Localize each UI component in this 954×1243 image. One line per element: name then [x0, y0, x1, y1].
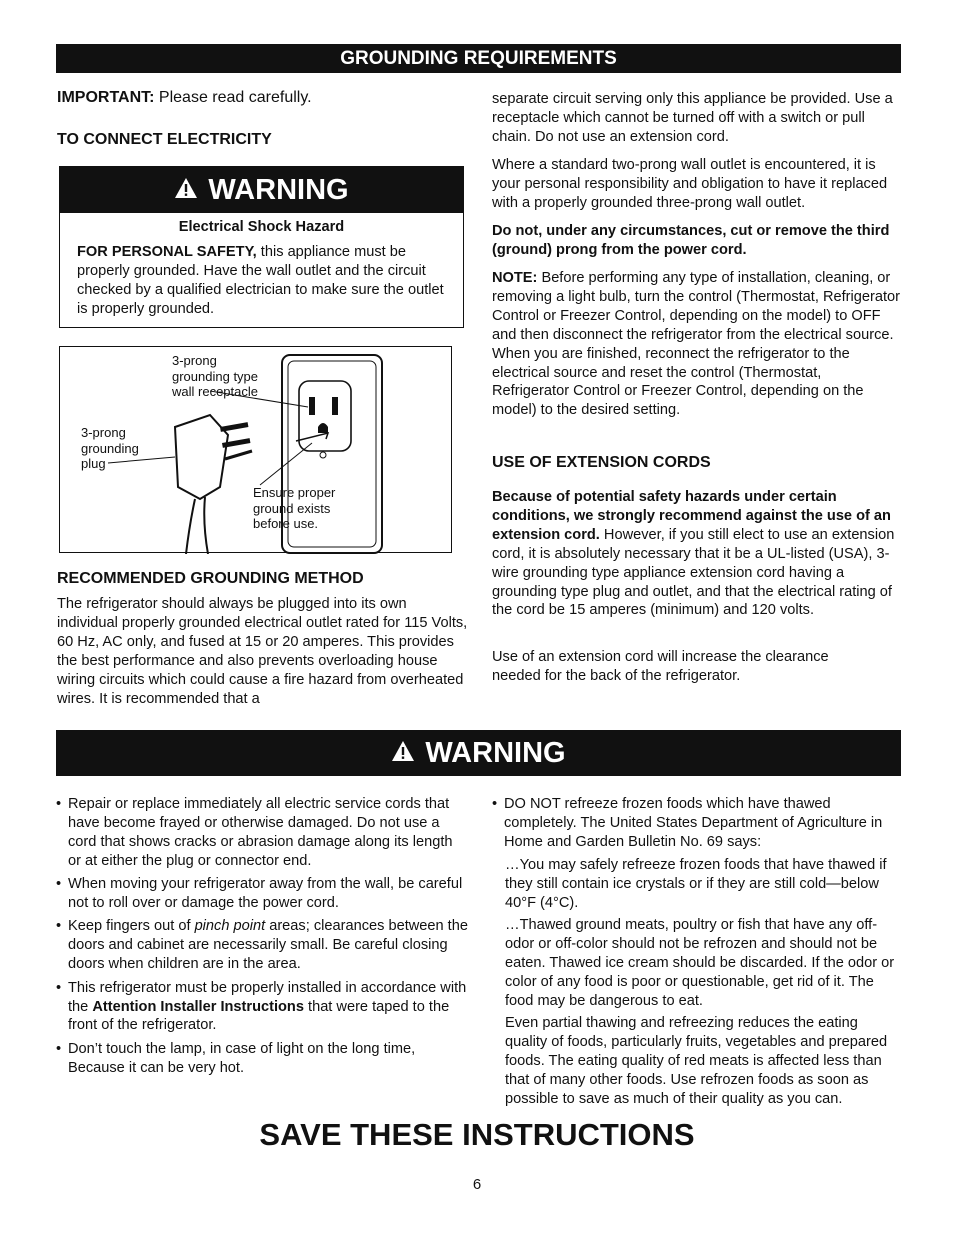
important-label: IMPORTANT: [57, 89, 155, 106]
extension-heading: USE OF EXTENSION CORDS [492, 454, 711, 471]
list-item: • When moving your refrigerator away from the wall, be careful not to roll over or damage the power cord. [56, 876, 463, 912]
extension-paragraph [492, 488, 904, 620]
note-paragraph [492, 269, 902, 420]
page-number: 6 [472, 1176, 482, 1193]
save-instructions-title: SAVE THESE INSTRUCTIONS [259, 1117, 695, 1152]
method-heading: RECOMMENDED GROUNDING METHOD [57, 570, 364, 587]
warning-box [59, 166, 464, 328]
grounding-diagram [59, 346, 452, 553]
receptacle-label: 3-prong grounding type wall receptacle [172, 353, 259, 400]
section-header-bar [56, 44, 901, 73]
circuit-paragraph: separate circuit serving only this appliance be provided. Use a receptacle which cannot be turned off with a switch or pull chain. Do not use an extension cord. [492, 91, 893, 145]
warning-bar-title: WARNING [425, 736, 566, 769]
list-item: • DO NOT refreeze frozen foods which have thawed completely. The United States Department of Agriculture in Home and Garden Bulletin No. 69 says: [492, 796, 883, 850]
method-text: The refrigerator should always be plugged into its own individual properly grounded electrical outlet rated for 115 Volts, 60 Hz, AC only, and fused at 15 or 20 amperes. This provides the best performance and also prevents overloading house wiring circuits which could cause a fire hazard from overheated wires. It is recommended that a [57, 596, 468, 707]
warning-triangle-icon [391, 737, 415, 770]
partial-thaw-quote: Even partial thawing and refreezing reduces the eating quality of foods, particularly fruits, vegetables and prepared foods. The eating quality of red meats is affected less than that of many other foods. Use refrozen foods as soon as possible to save as much of their quality as you can. [505, 1015, 888, 1108]
warning-title: WARNING [208, 173, 349, 206]
list-item: • This refrigerator must be properly installed in accordance with the Attention Installer Instructions that were taped to the front of the refrigerator. [56, 979, 467, 1034]
note-text: Before performing any type of installation, cleaning, or removing a light bulb, turn the control (Thermostat, Refrigerator Control or Freezer Control, depending on the model) to OFF and then disconnect the refrigerator from the electrical source. When you are finished, reconnect the refrigerator to the electrical source and reset the control (Thermostat, Refrigerator Control or Freezer Control, depending on the model) to the desired setting. [492, 270, 900, 419]
refreeze-quote: …You may safely refreeze frozen foods that have thawed if they still contain ice crystals or if they are still cold—below 40°F (4°C). [505, 857, 887, 912]
connect-heading: TO CONNECT ELECTRICITY [57, 131, 272, 148]
list-item: • Don’t touch the lamp, in case of light on the long time, Because it can be very hot. [56, 1040, 416, 1076]
safety-body: this appliance must be properly grounded. Have the wall outlet and the circuit checked by a qualified electrician to make sure the outlet is properly grounded. [77, 244, 444, 317]
extension-clearance-paragraph: Use of an extension cord will increase the clearance needed for the back of the refrigerator. [492, 649, 829, 684]
extension-bold: Because of potential safety hazards under certain conditions, we strongly recommend against the use of an extension cord. [492, 489, 891, 543]
two-prong-paragraph: Where a standard two-prong wall outlet is encountered, it is your personal responsibility and obligation to have it replaced with a properly grounded three-prong wall outlet. [492, 157, 888, 211]
list-item: • Keep fingers out of pinch point areas; clearances between the doors and cabinet are necessarily small. Be careful closing doors when children are in the area. [56, 918, 468, 973]
safety-bold: FOR PERSONAL SAFETY, [77, 244, 257, 260]
list-item: • Repair or replace immediately all electric service cords that have become frayed or otherwise damaged. Do not use a cord that shows cracks or abrasion damage along its length or at either the plug or connector end. [56, 796, 453, 869]
warning-bar [56, 730, 901, 776]
ground-label: Ensure proper ground exists before use. [253, 485, 336, 532]
warning-box-header [60, 167, 463, 213]
plug-label: 3-prong grounding plug [81, 425, 139, 472]
important-note [57, 89, 457, 107]
hazard-label: Electrical Shock Hazard [178, 219, 345, 235]
section-title: GROUNDING REQUIREMENTS [340, 48, 617, 69]
extension-text: However, if you still elect to use an extension cord, it is absolutely necessary that it be a UL-listed (USA), 3-wire grounding type appliance extension cord having a grounding type plug and outlet, and that the electrical rating of the cord be 15 amperes (minimum) and 120 volts. [492, 526, 895, 619]
warning-triangle-icon [174, 174, 198, 207]
note-label: NOTE: [492, 270, 538, 286]
safety-text [77, 243, 453, 319]
important-text: Please read carefully. [154, 89, 312, 106]
warning-left-list [56, 795, 468, 1082]
prong-warning-paragraph: Do not, under any circumstances, cut or remove the third (ground) prong from the power cord. [492, 223, 890, 258]
thawed-meat-quote: …Thawed ground meats, poultry or fish that have any off-odor or off-color should not be refrozen and should not be eaten. Thawed ice cream should be discarded. If the odor or color of any food is poor or questionable, get rid of it. The food may be dangerous to eat. [505, 917, 895, 1010]
warning-right-list [492, 795, 904, 1109]
